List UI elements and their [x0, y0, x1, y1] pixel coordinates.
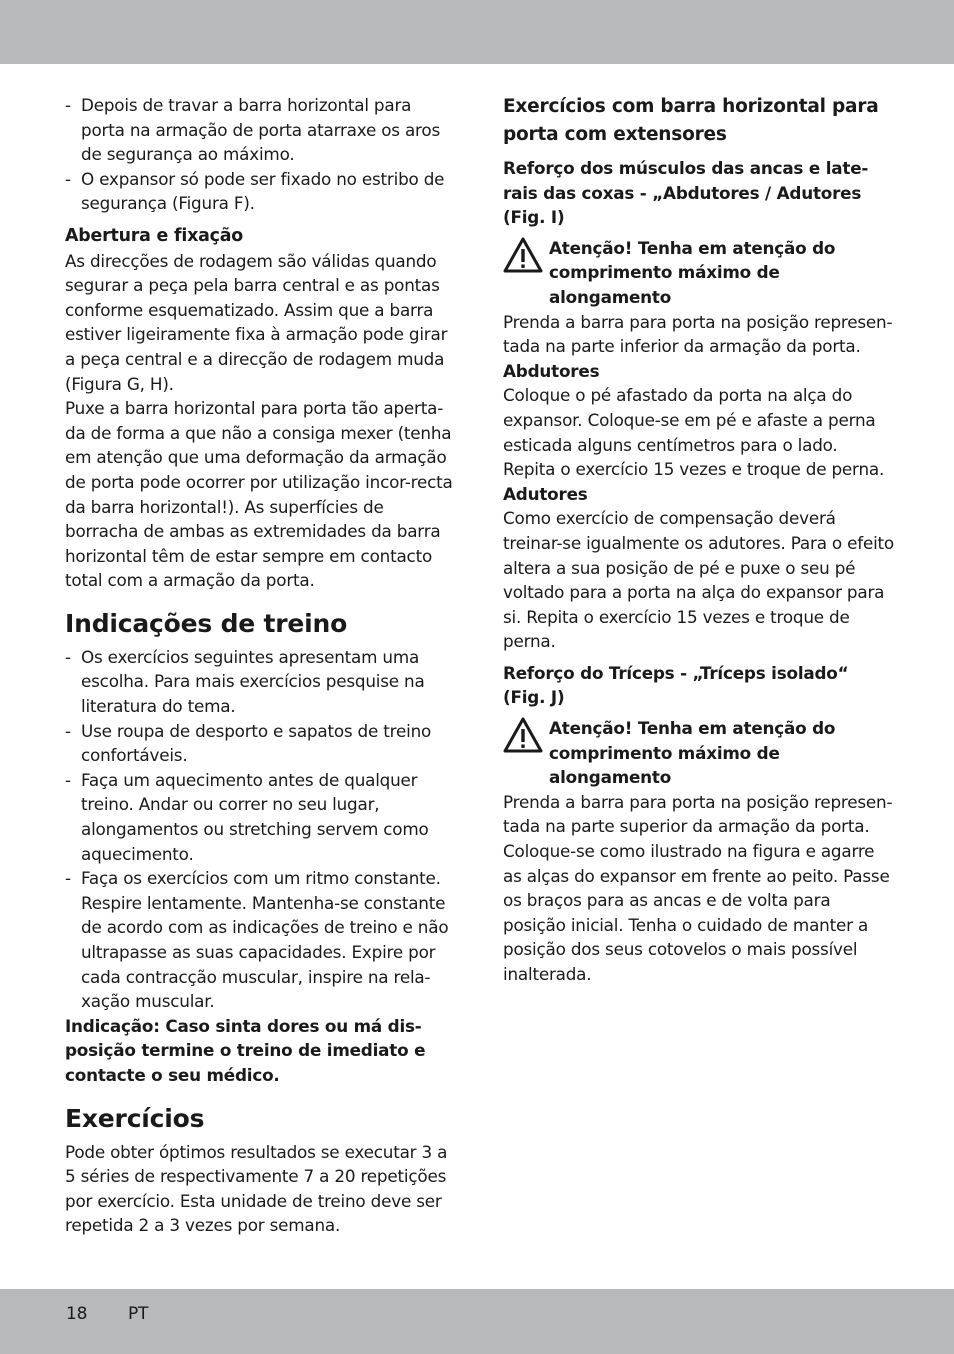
right-column: [503, 93, 895, 987]
exercises-paragraph: Pode obter óptimos resultados se executar 3 a 5 séries de respectivamente 7 a 20 repetições por exercício. Esta unidade de treino deve ser repetida 2 a 3 vezes por semana.: [65, 1141, 448, 1236]
section2-warning-text: Atenção! Tenha em atenção do comprimento máximo de alongamento: [549, 718, 836, 788]
section2-warning: [503, 716, 895, 790]
intro-list: [65, 93, 455, 216]
exercises-section-title: Exercícios com barra horizontal para porta com extensores: [503, 96, 879, 145]
abductors-text: Coloque o pé afastado da porta na alça do expansor. Coloque-se em pé e afaste a perna esticada alguns centímetros para o lado.: [503, 385, 876, 455]
header-bar: [0, 0, 954, 64]
list-item: - Depois de travar a barra horizontal para porta na armação de porta atarraxe os aros de segurança ao máximo.: [65, 93, 455, 167]
list-item: - Use roupa de desporto e sapatos de treino confortáveis.: [65, 719, 455, 768]
adductors-label: Adutores: [503, 483, 588, 504]
adductors-text: Como exercício de compensação deverá treinar-se igualmente os adutores. Para o efeito altera a sua posição de pé e puxe o seu pé voltado para a porta na alça do expansor para si. Repita o exercício 15 vezes e troque de perna.: [503, 508, 895, 652]
training-note: Indicação: Caso sinta dores ou má dis-posição termine o treino de imediato e contacte o seu médico.: [65, 1015, 426, 1085]
section1-warning-text: Atenção! Tenha em atenção do comprimento máximo de alongamento: [549, 237, 836, 307]
list-item: - Faça os exercícios com um ritmo constante. Respire lentamente. Mantenha-se constante de acordo com as indicações de treino e não ultrapasse as suas capacidades. Expire por cada contracção muscular, inspire na rela-xação muscular.: [65, 866, 455, 1014]
list-item: - Faça um aquecimento antes de qualquer treino. Andar ou correr no seu lugar, alongamentos ou stretching servem como aquecimento.: [65, 768, 455, 866]
page-number: 18: [66, 1304, 88, 1324]
list-item: - O expansor só pode ser fixado no estribo de segurança (Figura F).: [65, 167, 455, 216]
left-column: [65, 93, 455, 1238]
list-item: - Os exercícios seguintes apresentam uma escolha. Para mais exercícios pesquise na literatura do tema.: [65, 645, 455, 719]
warning-triangle-icon: [503, 717, 543, 753]
section1-intro: Prenda a barra para porta na posição represen-tada na parte inferior da armação da porta.: [503, 311, 893, 357]
opening-paragraph-1: As direcções de rodagem são válidas quando segurar a peça pela barra central e as pontas conforme esquematizado. Assim que a barra estiver ligeiramente fixa à armação pode girar a peça central e a direcção de rodagem muda (Figura G, H).: [65, 250, 448, 394]
opening-paragraph-2: Puxe a barra horizontal para porta tão aperta-da de forma a que não a consiga mexer (tenha em atenção que uma deformação da armação de porta pode ocorrer por utilização incor-recta da barra horizontal!). As superfícies de borracha de ambas as extremidades da barra horizontal têm de estar sempre em contacto total com a armação da porta.: [65, 398, 453, 591]
opening-heading: Abertura e fixação: [65, 225, 244, 246]
exercises-heading: Exercícios: [65, 1103, 205, 1133]
section1-heading: Reforço dos músculos das ancas e late-rais das coxas - „Abdutores / Adutores (Fig. I): [503, 158, 869, 228]
section2-text: Prenda a barra para porta na posição represen-tada na parte superior da armação da porta. Coloque-se como ilustrado na figura e agarre as alças do expansor em frente ao peito. Passe os braços para as ancas e de volta para posição inicial. Tenha o cuidado de manter a posição dos seus cotovelos o mais possível inalterada.: [503, 791, 893, 984]
abductors-repeat: Repita o exercício 15 vezes e troque de perna.: [503, 459, 885, 480]
section2-heading: Reforço do Tríceps - „Tríceps isolado“ (Fig. J): [503, 662, 849, 708]
warning-triangle-icon: [503, 237, 543, 273]
training-list: [65, 645, 455, 1014]
language-code: PT: [128, 1304, 149, 1324]
abductors-label: Abdutores: [503, 360, 600, 381]
training-heading: Indicações de treino: [65, 608, 348, 638]
section1-warning: [503, 236, 895, 310]
